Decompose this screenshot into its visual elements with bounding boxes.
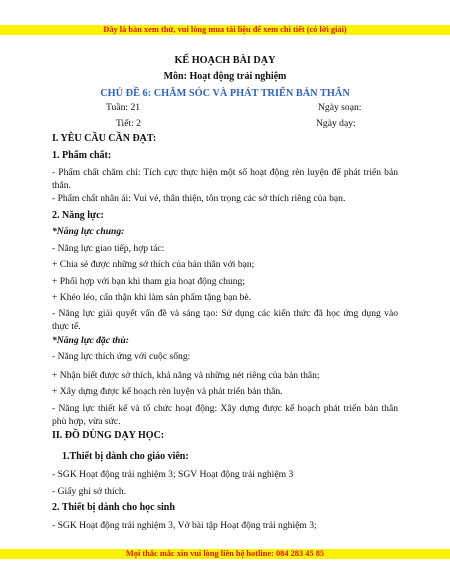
- document-title: KẾ HOẠCH BÀI DẠY: [174, 55, 276, 66]
- theme-heading: CHỦ ĐỀ 6: CHĂM SÓC VÀ PHÁT TRIỂN BẢN THÂN: [100, 88, 350, 99]
- section-requirements: I. YÊU CẦU CẦN ĐẠT:: [52, 133, 157, 144]
- heading-specific-competencies: *Năng lực đặc thù:: [52, 335, 129, 346]
- list-item: + Khéo léo, cẩn thận khi làm sản phẩm tặng bạn bè.: [52, 292, 252, 303]
- list-item: - Năng lực giao tiếp, hợp tác:: [52, 243, 165, 254]
- list-item: + Phối hợp với bạn khi tham gia hoạt động chung;: [52, 276, 246, 287]
- paragraph-kindness: - Phẩm chất nhân ái: Vui vẻ, thân thiện, tôn trọng các sở thích riêng của bạn.: [52, 193, 346, 204]
- hotline-banner: Mọi thắc mắc xin vui lòng liên hệ hotline: 084 283 45 85: [0, 549, 450, 559]
- list-item: + Xây dựng được kế hoạch rèn luyện và phát triển bản thân.: [52, 386, 283, 397]
- preview-banner: Đây là bản xem thử, vui lòng mua tài liệu để xem chi tiết (có lời giải): [0, 25, 450, 35]
- heading-student-materials: 2. Thiết bị dành cho học sinh: [52, 502, 175, 513]
- heading-competencies: 2. Năng lực:: [52, 210, 104, 221]
- list-item: - Năng lực thiết kế và tổ chức hoạt động: Xây dựng được kế hoạch phát triển bản thân phù hợp, vừa sức.: [52, 403, 398, 427]
- paragraph-diligence: - Phẩm chất chăm chỉ: Tích cực thực hiện một số hoạt động rèn luyện để phát triển bản thân.: [52, 167, 398, 191]
- list-item: + Nhận biết được sở thích, khả năng và những nét riêng của bản thân;: [52, 370, 320, 381]
- heading-qualities: 1. Phẩm chất:: [52, 150, 112, 161]
- list-item: - SGK Hoạt động trải nghiệm 3; SGV Hoạt động trải nghiệm 3: [52, 469, 294, 480]
- heading-general-competencies: *Năng lực chung:: [52, 226, 125, 237]
- subject-line: Môn: Hoạt động trải nghiệm: [163, 71, 287, 82]
- prep-date-label: Ngày soạn:: [318, 102, 362, 113]
- list-item: + Chia sẻ được những sở thích của bản thân với bạn;: [52, 259, 255, 270]
- list-item: - Giấy ghi sở thích.: [52, 486, 127, 497]
- heading-teacher-materials: 1.Thiết bị dành cho giáo viên:: [62, 451, 189, 462]
- section-materials: II. ĐỒ DÙNG DẠY HỌC:: [52, 430, 165, 441]
- teach-date-label: Ngày dạy:: [316, 118, 356, 129]
- week-label: Tuần: 21: [106, 102, 141, 113]
- list-item: - SGK Hoạt động trải nghiệm 3, Vở bài tập Hoạt động trải nghiệm 3;: [52, 520, 317, 531]
- list-item: - Năng lực thích ứng với cuộc sống:: [52, 351, 191, 362]
- lesson-label: Tiết: 2: [116, 118, 141, 129]
- list-item: - Năng lực giải quyết vấn đề và sáng tạo: Sử dụng các kiến thức đã học ứng dụng vào thực tế.: [52, 308, 398, 332]
